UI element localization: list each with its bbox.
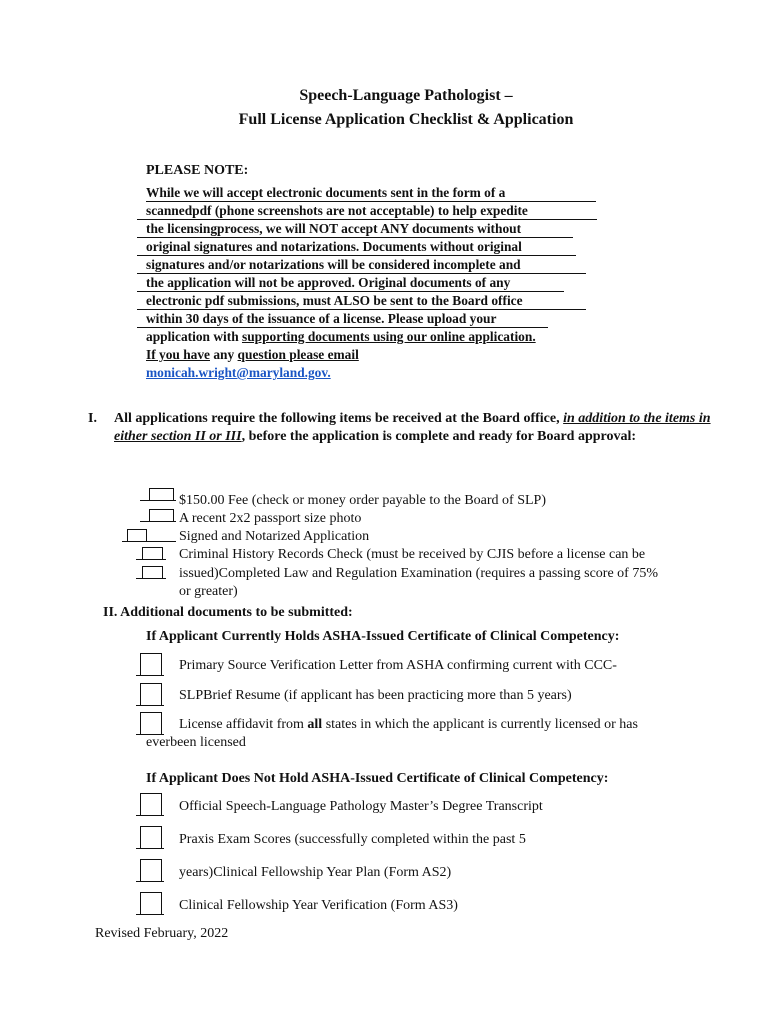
no-asha-item-praxis: Praxis Exam Scores (successfully completed within the past 5 [179, 832, 526, 847]
note-line-9-start: application with [146, 329, 242, 344]
revision-date: Revised February, 2022 [95, 926, 229, 941]
asha-item-verification: Primary Source Verification Letter from ASHA confirming current with CCC- [179, 658, 617, 673]
email-line [146, 365, 331, 381]
note-line-4: original signatures and notarizations. Documents without original [137, 239, 576, 256]
note-line-10-start: If you have [146, 347, 210, 362]
checklist-item-law-exam: issued)Completed Law and Regulation Examination (requires a passing score of 75% [179, 566, 658, 581]
asha-item-resume: SLPBrief Resume (if applicant has been practicing more than 5 years) [179, 688, 572, 703]
subheading-asha: If Applicant Currently Holds ASHA-Issued Certificate of Clinical Competency: [146, 629, 620, 644]
note-line-10-end: question please email [237, 347, 359, 362]
checkbox-praxis[interactable] [140, 826, 162, 848]
affidavit-text-a: License affidavit from [179, 717, 308, 732]
note-line-9 [146, 329, 536, 345]
checkbox-line [136, 675, 164, 676]
affidavit-text-b: states in which the applicant is currently licensed or has [322, 717, 638, 732]
checkbox-resume[interactable] [140, 683, 162, 705]
checkbox-line [140, 521, 176, 522]
checkbox-line [136, 578, 166, 579]
checkbox-line [136, 881, 164, 882]
section-1-text-emphasis: in addition to the items in either section II or III [114, 411, 711, 444]
note-line-3: the licensingprocess, we will NOT accept ANY documents without [137, 221, 573, 238]
no-asha-item-transcript: Official Speech-Language Pathology Master’s Degree Transcript [179, 799, 543, 814]
checklist-item-criminal-history: Criminal History Records Check (must be received by CJIS before a license can be [179, 547, 646, 562]
no-asha-item-cfy-plan: years)Clinical Fellowship Year Plan (Form AS2) [179, 865, 452, 880]
document-title-line-2: Full License Application Checklist & Application [238, 111, 574, 128]
checkbox-line [136, 848, 164, 849]
checkbox-cfy-verification[interactable] [140, 892, 162, 914]
note-line-6: the application will not be approved. Original documents of any [137, 275, 564, 292]
section-1-text [114, 410, 718, 446]
checkbox-transcript[interactable] [140, 793, 162, 815]
note-line-9-underlined: supporting documents using our online application. [241, 329, 536, 344]
checkbox-line [136, 559, 166, 560]
note-line-8: within 30 days of the issuance of a license. Please upload your [137, 311, 548, 328]
checklist-item-application: Signed and Notarized Application [179, 529, 370, 544]
checkbox-line [136, 815, 164, 816]
checkbox-line [122, 541, 176, 542]
checkbox-line [140, 500, 176, 501]
checkbox-line [136, 914, 164, 915]
checkbox-cfy-plan[interactable] [140, 859, 162, 881]
note-heading: PLEASE NOTE: [146, 163, 249, 178]
note-line-10-mid: any [210, 347, 238, 362]
checklist-item-fee: $150.00 Fee (check or money order payable to the Board of SLP) [179, 493, 547, 508]
checkbox-affidavit[interactable] [140, 712, 162, 734]
note-line-2: scannedpdf (phone screenshots are not acceptable) to help expedite [137, 203, 597, 220]
section-2-heading: II. Additional documents to be submitted: [103, 605, 353, 620]
checklist-item-law-exam-cont: or greater) [179, 584, 238, 599]
no-asha-item-cfy-verification: Clinical Fellowship Year Verification (Form AS3) [179, 898, 458, 913]
checklist-item-photo: A recent 2x2 passport size photo [179, 511, 362, 526]
note-line-5: signatures and/or notarizations will be considered incomplete and [137, 257, 586, 274]
checkbox-line [136, 705, 164, 706]
asha-item-affidavit [179, 716, 638, 734]
subheading-no-asha: If Applicant Does Not Hold ASHA-Issued Certificate of Clinical Competency: [146, 771, 609, 786]
note-line-10 [146, 347, 359, 363]
email-link[interactable]: monicah.wright@maryland.gov. [146, 365, 331, 380]
document-title-line-1: Speech-Language Pathologist – [299, 87, 513, 104]
section-1-text-a: All applications require the following items be received at the Board office, [114, 411, 564, 426]
note-line-1: While we will accept electronic documents sent in the form of a [146, 185, 596, 202]
asha-item-affidavit-cont: everbeen licensed [146, 735, 246, 750]
checkbox-asha-letter[interactable] [140, 653, 162, 675]
note-line-7: electronic pdf submissions, must ALSO be sent to the Board office [137, 293, 586, 310]
section-1-number: I. [88, 411, 97, 426]
section-1-text-b: , before the application is complete and ready for Board approval: [241, 429, 637, 444]
section-1 [88, 410, 718, 446]
affidavit-text-bold: all [307, 717, 323, 732]
